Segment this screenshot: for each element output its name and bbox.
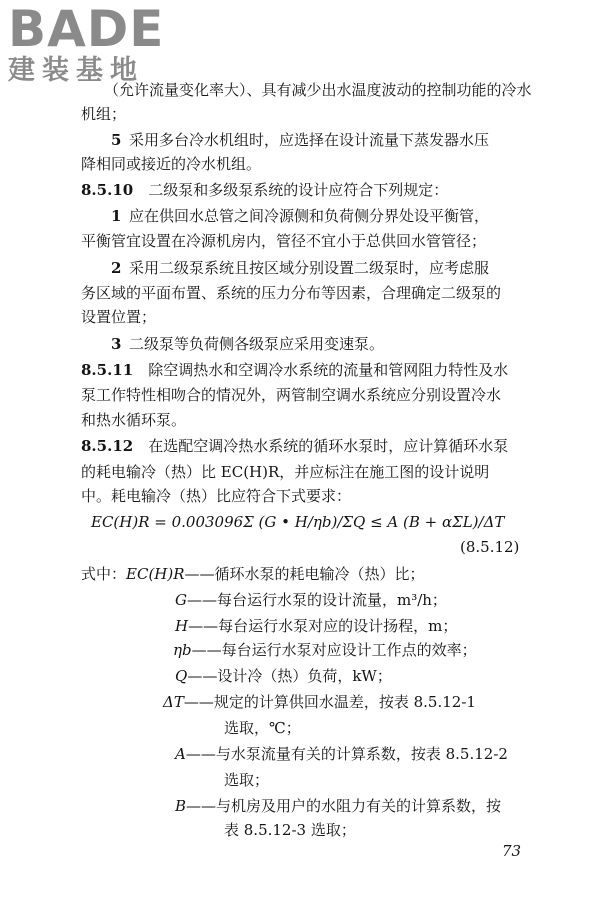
text-line: 5 采用多台冷水机组时，应选择在设计流量下蒸发器水压	[111, 131, 489, 149]
page-number: 73	[502, 842, 522, 860]
item-number: 2	[111, 259, 122, 277]
text-line: （允许流量变化率大）、具有减少出水温度波动的控制功能的冷水	[104, 81, 532, 99]
definition-symbol: B	[175, 797, 187, 815]
definition-symbol: G	[175, 591, 187, 609]
definition-symbol: A	[175, 745, 186, 763]
definition-line: 式中：EC(H)R——循环水泵的耗电输冷（热）比；	[81, 565, 425, 583]
text-line: 2 采用二级泵系统且按区域分别设置二级泵时，应考虑服	[111, 259, 489, 277]
clause-line: 8.5.12 在选配空调冷热水系统的循环水泵时，应计算循环水泵	[81, 437, 509, 455]
text-line: 3 二级泵等负荷侧各级泵应采用变速泵。	[111, 335, 384, 353]
formula-number: (8.5.12)	[460, 538, 520, 556]
definition-line: ΔT——规定的计算供回水温差，按表 8.5.12-1	[163, 693, 476, 711]
text-line: 设置位置；	[81, 308, 157, 326]
definition-line: Q——设计冷（热）负荷，kW；	[175, 667, 392, 685]
clause-line: 8.5.11 除空调热水和空调冷水系统的流量和管网阻力特性及水	[81, 361, 509, 379]
logo	[8, 0, 165, 86]
clause-number: 8.5.11	[81, 361, 134, 379]
text-line: 机组；	[81, 105, 127, 123]
definition-symbol: EC(H)R	[126, 565, 185, 583]
clause-number: 8.5.10	[81, 181, 134, 199]
item-number: 1	[111, 207, 122, 225]
text-line: 平衡管宜设置在冷源机房内，管径不宜小于总供回水管管径；	[81, 232, 487, 250]
definition-symbol: ΔT	[163, 693, 184, 711]
text-line: 和热水循环泵。	[81, 411, 187, 429]
definition-line: H——每台运行水泵对应的设计扬程，m；	[175, 617, 458, 635]
definition-symbol: H	[175, 617, 189, 635]
text-line: 中。耗电输冷（热）比应符合下式要求：	[81, 487, 352, 505]
clause-line: 8.5.10 二级泵和多级泵系统的设计应符合下列规定：	[81, 181, 449, 199]
definition-line: 表 8.5.12-3 选取；	[224, 821, 356, 839]
definition-line: 选取；	[224, 771, 270, 789]
definitions-intro: 式中：	[81, 565, 127, 583]
definition-symbol: ηb	[173, 641, 192, 659]
definition-symbol: Q	[175, 667, 188, 685]
definition-line: ηb——每台运行水泵对应设计工作点的效率；	[173, 641, 477, 659]
text-line: 1 应在供回水总管之间冷源侧和负荷侧分界处设平衡管，	[111, 207, 489, 225]
text-line: 降相同或接近的冷水机组。	[81, 155, 262, 173]
clause-number: 8.5.12	[81, 437, 134, 455]
item-number: 5	[111, 131, 122, 149]
text-line: 泵工作特性相吻合的情况外，两管制空调水系统应分别设置冷水	[81, 386, 502, 404]
item-number: 3	[111, 335, 122, 353]
definition-line: 选取，℃；	[224, 719, 301, 737]
text-line: 的耗电输冷（热）比 EC(H)R，并应标注在施工图的设计说明	[81, 463, 490, 481]
text-line: 务区域的平面布置、系统的压力分布等因素，合理确定二级泵的	[81, 284, 502, 302]
formula: EC(H)R = 0.003096Σ (G • H/ηb)/ΣQ ≤ A (B + αΣL)/ΔT	[91, 513, 505, 531]
definition-line: A——与水泵流量有关的计算系数，按表 8.5.12-2	[175, 745, 508, 763]
definition-line: B——与机房及用户的水阻力有关的计算系数，按	[175, 797, 502, 815]
logo-text: BADE	[8, 0, 165, 58]
logo-subtitle: 建装基地	[8, 55, 144, 86]
definition-line: G——每台运行水泵的设计流量，m³/h；	[175, 591, 447, 609]
